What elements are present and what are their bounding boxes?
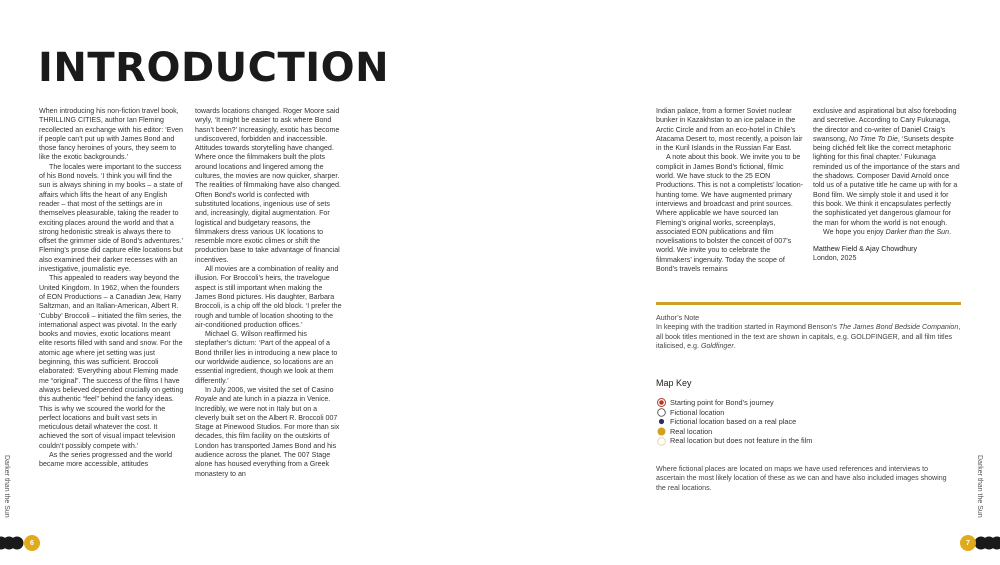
text-run: In July 2006, we visited the set of Casino (205, 385, 334, 394)
film-title: No Time To Die (848, 134, 898, 143)
paragraph: A note about this book. We invite you to be complicit in James Bond’s fictional, filmic world. We have stuck to the 25 EON Productions. This is not a completists’ location-hunting tome. We have augmented primary interviews and broadcast and print sources. Where applicable we have sourced Ian Fleming’s original works, screenplays, associated EON publications and film novelisations to bolster the conceit of 007’s world. We invite you to celebrate the filmmakers’ ingenuity. Today the scope of Bond’s travels remains (656, 153, 804, 274)
map-key-label: Starting point for Bond’s journey (670, 398, 774, 407)
text-run: , ‘Sunsets despite being clichéd felt like the correct metaphoric lighting for this final chapter.’ Fukunaga reminded us of the importance of the stars and the shadows. Composer David Arnold once told us of a putative title he came up with for a Bond film. We simply stole it and used it for this book. We think it encapsulates perfectly the sophisticated yet dangerous glamour for the man for whom the world is not enough. (813, 134, 960, 227)
page-title: INTRODUCTION (38, 45, 390, 91)
paragraph: The locales were important to the success of his Bond novels. ‘I think you will find the sun is always shining in my books – a state of affairs which lifts the heart of any English reader – that most of the settings are in themselves pleasurable, taking the reader to exciting places around the world and that a strong hedonistic streak is always there to offset the grimmer side of Bond’s adventures.’ Fleming’s prose did capture elite locations but also examined their darker recesses with an investigative, journalistic eye. (39, 162, 183, 274)
map-key-label: Fictional location based on a real place (670, 417, 797, 427)
map-key-label: Real location (670, 426, 713, 436)
text-column-2 (195, 107, 342, 479)
paragraph (813, 107, 961, 228)
running-title-left: Darker than the Sun (3, 455, 10, 518)
gold-circle-icon (657, 427, 666, 436)
running-title-right: Darker than the Sun (976, 455, 983, 518)
authors-note-heading: Author’s Note (656, 314, 700, 322)
map-key-label: Fictional location (670, 407, 725, 417)
paragraph: Michael G. Wilson reaffirmed his stepfather’s dictum: ‘Part of the appeal of a Bond thriller lies in introducing a new place to our worldwide audience, so locations are an essential ingredient, though we look at them differently.’ (195, 330, 338, 385)
text-column-1 (39, 107, 185, 470)
text-run: In keeping with the tradition started in Raymond Benson’s (656, 323, 839, 332)
film-title: Royale (195, 395, 218, 404)
page-number-left: 6 (24, 535, 40, 551)
book-title: The James Bond Bedside Companion (838, 323, 959, 332)
text-run: , all book titles mentioned in the text are shown in capitals, e.g. GOLDFINGER, and all film titles italicised, e.g. (656, 323, 961, 350)
authors-note (656, 314, 961, 351)
page-number-right: 7 (960, 535, 976, 551)
paragraph: As the series progressed and the world became more accessible, attitudes (39, 450, 173, 469)
paragraph (813, 228, 961, 237)
authors-note-text (656, 323, 961, 351)
double-ring-red-icon (657, 398, 666, 407)
paragraph: When introducing his non-fiction travel book, THRILLING CITIES, author Ian Fleming recollected an exchange with his editor: ‘Even if people can’t put up with James Bond and those fancy heroines of yours, they seem to like the exotic backgrounds.’ (39, 107, 183, 162)
film-title: Goldfinger (700, 341, 734, 350)
map-note: Where fictional places are located on maps we have used references and interviews to ascertain the most likely location of these as we can and have also included images showing the real locations. (656, 465, 947, 492)
book-title: Darker than the Sun (885, 227, 950, 236)
map-key-title: Map Key (656, 378, 692, 388)
paragraph (195, 386, 342, 479)
map-key-item (657, 427, 957, 437)
author-signature: Matthew Field & Ajay Chowdhury (813, 245, 918, 254)
hollow-circle-icon (657, 408, 666, 417)
map-key-list (657, 398, 957, 446)
text-run: . (949, 227, 952, 236)
text-run: and ate lunch in a piazza in Venice. Incredibly, we were not in Italy but on a cleverly built set on the Albert R. Broccoli 007 Stage at Pinewood Studios. For more than six decades, this film facility on the outskirts of London has transported James Bond and his audience across the planet. The 007 Stage alone has housed everything from a Greek monastery to an (195, 395, 340, 478)
text-run: exclusive and aspirational but also foreboding and secretive. According to Cary Fukunaga, the director and co-writer of Daniel Craig’s swansong, (813, 107, 957, 143)
divider-rule (656, 302, 961, 305)
paragraph: Indian palace, from a former Soviet nuclear bunker in Kazakhstan to an ice palace in the Arctic Circle and from an eco-hotel in Chile’s Atacama Desert to, most recently, a poison lair in the Kuril Islands in the Russian Far East. (656, 107, 803, 153)
text-run: We hope you enjoy (823, 227, 886, 236)
map-key-item (657, 436, 957, 446)
map-key-item (657, 417, 957, 427)
map-key-item (657, 408, 957, 418)
pale-gold-circle-icon (657, 437, 666, 446)
text-column-3 (656, 107, 804, 274)
filled-dot-navy-icon (657, 417, 666, 426)
signature-place-date: London, 2025 (813, 254, 857, 263)
text-column-4 (813, 107, 961, 264)
paragraph: All movies are a combination of reality and illusion. For Broccoli’s heirs, the travelogue aspect is still important when making the James Bond pictures. His daughter, Barbara Broccoli, is a chip off the old block. ‘I prefer the rough and tumble of location shooting to the air-conditioned production offices.’ (195, 265, 342, 329)
map-key-item (657, 398, 957, 408)
paragraph: towards locations changed. Roger Moore said wryly, ‘It might be easier to ask where Bond hasn’t been?’ Increasingly, exotic has become undiscovered, forbidden and inaccessible. Attitudes towards storytelling have changed. Where once the filmmakers built the plots around locations and lingered among the cultures, the movies are now quicker, sharper. The realities of filmmaking have also changed. Often Bond’s world is confected with substituted locations, ingenious use of sets and, increasingly, digital augmentation. For logistical and budgetary reasons, the filmmakers dress various UK locations to resemble more exotic climes or shift the production base to take advantage of financial incentives. (195, 107, 341, 264)
map-key-label: Real location but does not feature in the film (670, 436, 813, 446)
text-run: . (733, 341, 736, 350)
paragraph: This appealed to readers way beyond the United Kingdom. In 1962, when the founders of EON Productions – a Canadian Jew, Harry Saltzman, and an Italian-American, Albert R. ‘Cubby’ Broccoli – initiated the film series, the international aspect was pivotal. In the early books and movies, exotic locations meant elite resorts filled with sand and snow. For the atomic age where jet setting was just beginning, this was sufficient. Broccoli elaborated: ‘Everything about Fleming made me “original”. The success of the films I have always believed depended crucially on getting this authentic “feel” behind the fancy ideas. This is why we scoured the world for the perfect locations and built vast sets in meticulous detail whatever the cost. It achieved the sort of visual impact television couldn’t possibly compete with.’ (39, 274, 184, 450)
